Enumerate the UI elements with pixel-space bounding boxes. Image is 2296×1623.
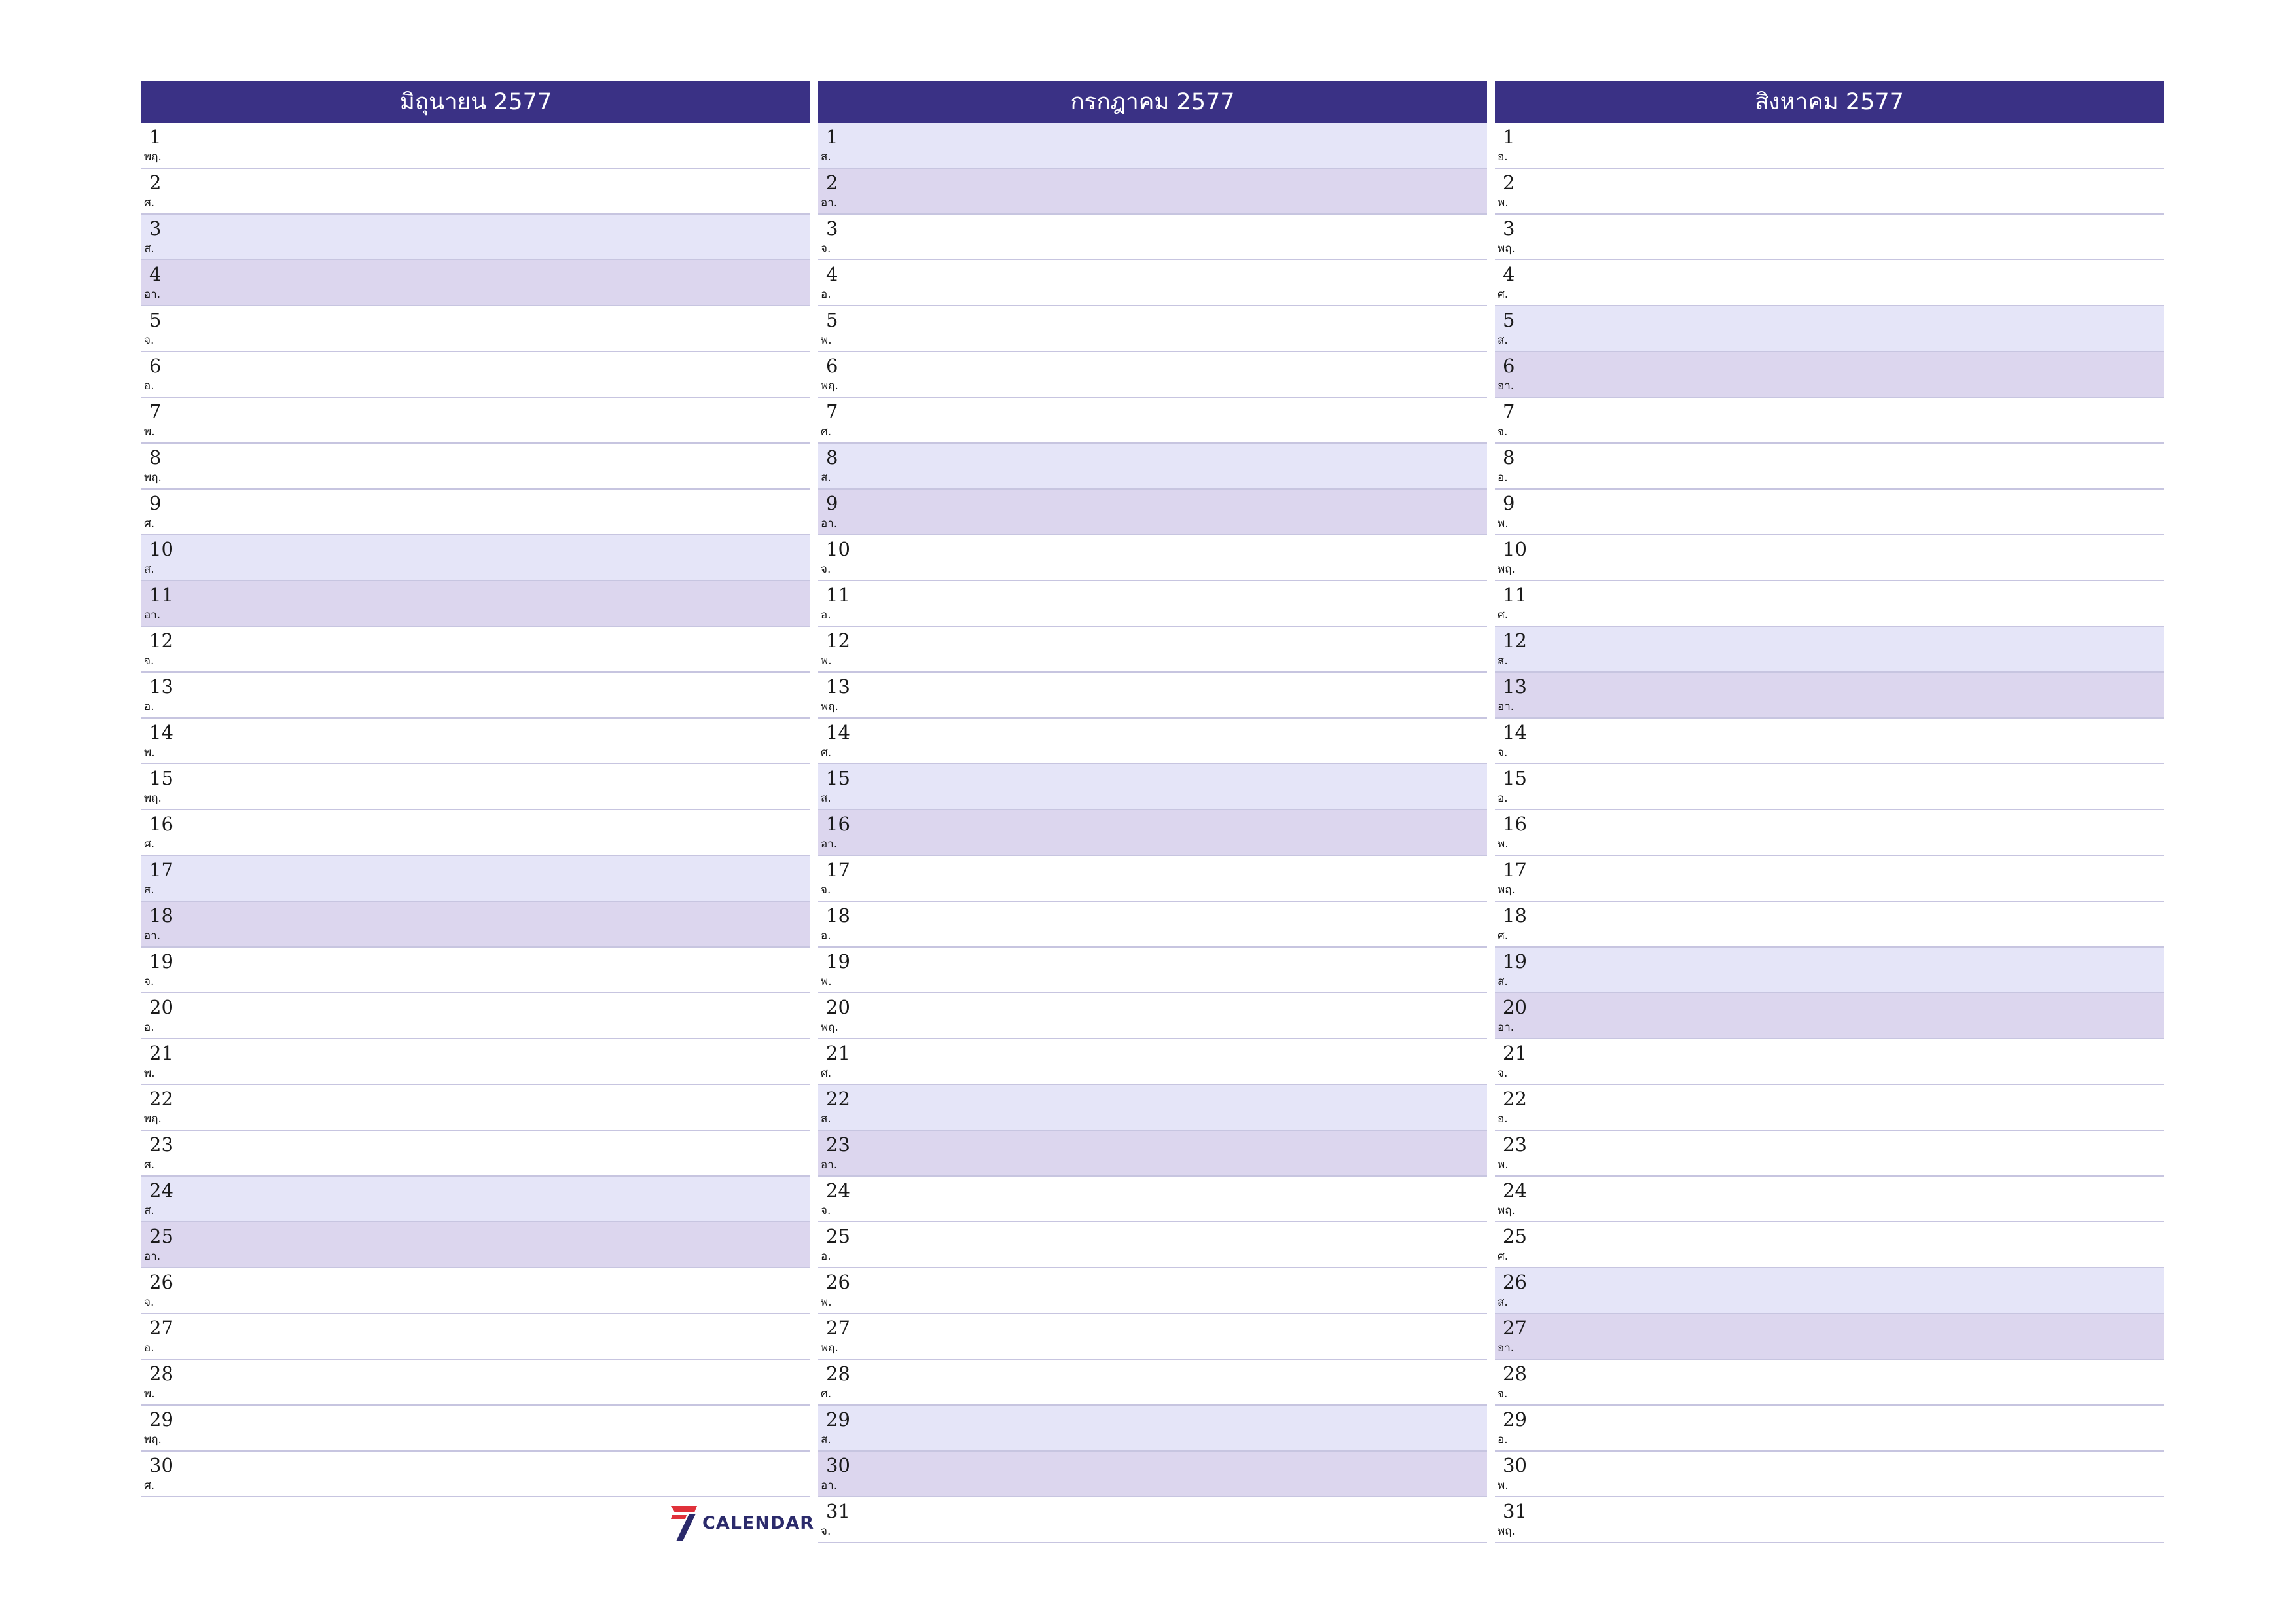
day-row xyxy=(818,1406,1487,1452)
day-of-week: จ. xyxy=(144,654,154,668)
day-list xyxy=(141,123,810,1497)
day-number: 20 xyxy=(1503,996,1527,1018)
day-of-week: พฤ. xyxy=(144,1113,162,1126)
day-of-week: พ. xyxy=(1498,1158,1509,1171)
day-row xyxy=(141,719,810,764)
day-row xyxy=(141,993,810,1039)
day-number: 10 xyxy=(149,538,173,560)
day-row xyxy=(818,1360,1487,1406)
day-of-week: ส. xyxy=(821,1113,831,1126)
day-of-week: อา. xyxy=(821,1158,838,1171)
day-row xyxy=(818,627,1487,673)
day-row xyxy=(141,1268,810,1314)
day-row xyxy=(1495,902,2164,948)
day-number: 9 xyxy=(1503,492,1515,514)
day-list xyxy=(818,123,1487,1543)
day-of-week: จ. xyxy=(821,563,831,576)
day-number: 29 xyxy=(1503,1408,1527,1431)
day-of-week: ส. xyxy=(821,151,831,164)
day-of-week: อา. xyxy=(1498,700,1515,713)
day-number: 15 xyxy=(826,767,850,789)
day-number: 16 xyxy=(826,813,850,835)
day-row xyxy=(818,810,1487,856)
day-of-week: อ. xyxy=(144,1021,154,1034)
day-of-week: จ. xyxy=(821,1525,831,1538)
day-row xyxy=(141,1131,810,1177)
day-of-week: พ. xyxy=(1498,196,1509,209)
seven-logo-icon xyxy=(670,1505,698,1543)
day-of-week: อ. xyxy=(1498,792,1508,805)
day-number: 18 xyxy=(1503,904,1527,927)
day-number: 4 xyxy=(1503,263,1515,285)
day-of-week: อ. xyxy=(1498,471,1508,484)
day-of-week: ส. xyxy=(144,563,154,576)
day-of-week: จ. xyxy=(144,334,154,347)
day-row xyxy=(1495,948,2164,993)
day-row xyxy=(1495,123,2164,169)
day-number: 31 xyxy=(826,1500,850,1522)
day-number: 15 xyxy=(1503,767,1527,789)
day-row xyxy=(818,169,1487,215)
day-row xyxy=(141,1406,810,1452)
day-of-week: ศ. xyxy=(1498,1250,1509,1263)
day-row xyxy=(818,856,1487,902)
day-number: 3 xyxy=(826,217,838,240)
day-row xyxy=(818,1177,1487,1222)
day-row xyxy=(818,215,1487,260)
day-number: 17 xyxy=(149,859,173,881)
day-number: 24 xyxy=(149,1179,173,1202)
day-row xyxy=(818,993,1487,1039)
day-of-week: พ. xyxy=(144,1387,155,1400)
day-of-week: พฤ. xyxy=(821,700,838,713)
day-number: 13 xyxy=(1503,675,1527,698)
day-of-week: จ. xyxy=(1498,1387,1508,1400)
day-row xyxy=(818,1039,1487,1085)
day-number: 11 xyxy=(1503,584,1527,606)
day-of-week: อา. xyxy=(821,196,838,209)
month-title: กรกฎาคม 2577 xyxy=(818,81,1487,123)
day-row xyxy=(1495,764,2164,810)
day-of-week: พฤ. xyxy=(144,1433,162,1446)
day-number: 22 xyxy=(826,1088,850,1110)
day-number: 1 xyxy=(826,126,838,148)
day-row xyxy=(818,352,1487,398)
day-of-week: ส. xyxy=(821,1433,831,1446)
day-row xyxy=(1495,215,2164,260)
day-of-week: จ. xyxy=(144,975,154,988)
day-row xyxy=(1495,1177,2164,1222)
day-row xyxy=(141,169,810,215)
day-number: 27 xyxy=(1503,1317,1527,1339)
day-row xyxy=(141,260,810,306)
day-of-week: ศ. xyxy=(144,838,155,851)
day-number: 3 xyxy=(149,217,162,240)
day-of-week: อ. xyxy=(144,1342,154,1355)
day-row xyxy=(818,1085,1487,1131)
day-number: 18 xyxy=(826,904,850,927)
day-of-week: อา. xyxy=(1498,380,1515,393)
day-of-week: พฤ. xyxy=(821,380,838,393)
day-number: 11 xyxy=(826,584,850,606)
day-of-week: พฤ. xyxy=(144,151,162,164)
day-of-week: อ. xyxy=(144,700,154,713)
day-number: 5 xyxy=(826,309,838,331)
day-row xyxy=(141,1452,810,1497)
day-row xyxy=(818,1497,1487,1543)
day-of-week: อ. xyxy=(144,380,154,393)
day-number: 3 xyxy=(1503,217,1515,240)
day-number: 13 xyxy=(826,675,850,698)
day-of-week: พ. xyxy=(821,975,832,988)
day-of-week: อ. xyxy=(821,1250,831,1263)
day-number: 23 xyxy=(826,1133,850,1156)
day-number: 1 xyxy=(1503,126,1515,148)
day-number: 9 xyxy=(826,492,838,514)
day-of-week: อา. xyxy=(144,609,161,622)
day-of-week: จ. xyxy=(821,1204,831,1217)
day-number: 16 xyxy=(1503,813,1527,835)
day-number: 28 xyxy=(826,1363,850,1385)
day-number: 14 xyxy=(149,721,173,743)
day-number: 23 xyxy=(149,1133,173,1156)
day-row xyxy=(818,1268,1487,1314)
day-row xyxy=(1495,1406,2164,1452)
day-of-week: พ. xyxy=(144,1067,155,1080)
day-row xyxy=(141,535,810,581)
day-number: 19 xyxy=(149,950,173,972)
day-row xyxy=(1495,1314,2164,1360)
brand-logo-text: CALENDAR xyxy=(702,1513,815,1533)
day-number: 24 xyxy=(1503,1179,1527,1202)
day-row xyxy=(1495,444,2164,490)
day-of-week: ส. xyxy=(144,242,154,255)
day-of-week: พฤ. xyxy=(144,471,162,484)
day-row xyxy=(818,764,1487,810)
day-of-week: ศ. xyxy=(821,425,832,438)
day-number: 2 xyxy=(149,171,162,194)
day-number: 22 xyxy=(149,1088,173,1110)
day-of-week: อา. xyxy=(821,838,838,851)
day-of-week: อา. xyxy=(144,1250,161,1263)
day-row xyxy=(818,1131,1487,1177)
day-number: 7 xyxy=(1503,401,1515,423)
day-row xyxy=(141,398,810,444)
day-of-week: จ. xyxy=(1498,746,1508,759)
day-of-week: พ. xyxy=(1498,1479,1509,1492)
day-row xyxy=(141,1177,810,1222)
day-row xyxy=(141,1314,810,1360)
day-of-week: ศ. xyxy=(144,1158,155,1171)
day-row xyxy=(1495,719,2164,764)
day-of-week: ส. xyxy=(144,1204,154,1217)
day-row xyxy=(818,444,1487,490)
day-number: 18 xyxy=(149,904,173,927)
day-row xyxy=(141,1222,810,1268)
day-number: 10 xyxy=(826,538,850,560)
day-row xyxy=(818,490,1487,535)
day-row xyxy=(818,398,1487,444)
day-row xyxy=(141,215,810,260)
day-of-week: ศ. xyxy=(821,1387,832,1400)
day-of-week: จ. xyxy=(821,242,831,255)
month-title: สิงหาคม 2577 xyxy=(1495,81,2164,123)
day-of-week: อ. xyxy=(821,609,831,622)
brand-logo xyxy=(670,1505,815,1543)
day-row xyxy=(818,306,1487,352)
day-of-week: พฤ. xyxy=(1498,1525,1515,1538)
day-of-week: พฤ. xyxy=(1498,883,1515,897)
day-number: 2 xyxy=(826,171,838,194)
day-of-week: ส. xyxy=(1498,975,1508,988)
day-of-week: ศ. xyxy=(1498,609,1509,622)
day-number: 9 xyxy=(149,492,162,514)
day-number: 12 xyxy=(826,630,850,652)
day-number: 6 xyxy=(826,355,838,377)
day-of-week: ศ. xyxy=(821,746,832,759)
day-of-week: ศ. xyxy=(821,1067,832,1080)
day-row xyxy=(818,719,1487,764)
day-row xyxy=(1495,260,2164,306)
day-number: 27 xyxy=(826,1317,850,1339)
day-of-week: ศ. xyxy=(1498,288,1509,301)
day-of-week: ส. xyxy=(1498,1296,1508,1309)
day-of-week: อ. xyxy=(1498,1433,1508,1446)
day-of-week: อา. xyxy=(821,517,838,530)
day-row xyxy=(1495,169,2164,215)
day-row xyxy=(818,948,1487,993)
day-row xyxy=(818,673,1487,719)
day-row xyxy=(141,490,810,535)
day-number: 28 xyxy=(1503,1363,1527,1385)
day-number: 12 xyxy=(1503,630,1527,652)
day-row xyxy=(818,902,1487,948)
day-of-week: พ. xyxy=(821,654,832,668)
day-row xyxy=(1495,1268,2164,1314)
day-number: 17 xyxy=(1503,859,1527,881)
day-row xyxy=(1495,1360,2164,1406)
day-of-week: พฤ. xyxy=(821,1342,838,1355)
day-number: 21 xyxy=(149,1042,173,1064)
day-of-week: พ. xyxy=(1498,517,1509,530)
day-of-week: จ. xyxy=(1498,425,1508,438)
day-of-week: ส. xyxy=(1498,334,1508,347)
month-july xyxy=(818,81,1487,1543)
day-row xyxy=(818,535,1487,581)
day-row xyxy=(1495,352,2164,398)
day-row xyxy=(141,1039,810,1085)
month-title: มิถุนายน 2577 xyxy=(141,81,810,123)
day-of-week: อา. xyxy=(144,929,161,942)
day-of-week: จ. xyxy=(1498,1067,1508,1080)
day-of-week: พ. xyxy=(1498,838,1509,851)
day-number: 22 xyxy=(1503,1088,1527,1110)
day-number: 21 xyxy=(1503,1042,1527,1064)
day-row xyxy=(141,627,810,673)
day-number: 31 xyxy=(1503,1500,1527,1522)
day-of-week: ศ. xyxy=(144,1479,155,1492)
day-number: 2 xyxy=(1503,171,1515,194)
day-number: 5 xyxy=(149,309,162,331)
day-of-week: อ. xyxy=(1498,1113,1508,1126)
day-number: 19 xyxy=(1503,950,1527,972)
day-row xyxy=(141,810,810,856)
day-row xyxy=(1495,1222,2164,1268)
day-number: 25 xyxy=(149,1225,173,1247)
day-row xyxy=(141,352,810,398)
day-of-week: ส. xyxy=(144,883,154,897)
day-row xyxy=(1495,1497,2164,1543)
calendar-page xyxy=(141,81,2164,1547)
day-row xyxy=(1495,810,2164,856)
day-number: 20 xyxy=(826,996,850,1018)
day-of-week: อา. xyxy=(821,1479,838,1492)
day-number: 30 xyxy=(826,1454,850,1476)
day-number: 8 xyxy=(1503,446,1515,469)
day-row xyxy=(818,1222,1487,1268)
day-row xyxy=(141,902,810,948)
day-row xyxy=(141,948,810,993)
day-of-week: พฤ. xyxy=(1498,242,1515,255)
month-august xyxy=(1495,81,2164,1543)
day-of-week: อา. xyxy=(1498,1342,1515,1355)
month-june xyxy=(141,81,810,1497)
day-of-week: อ. xyxy=(821,929,831,942)
day-number: 7 xyxy=(149,401,162,423)
day-number: 20 xyxy=(149,996,173,1018)
day-row xyxy=(141,581,810,627)
day-row xyxy=(818,123,1487,169)
day-of-week: จ. xyxy=(821,883,831,897)
day-of-week: พฤ. xyxy=(144,792,162,805)
day-row xyxy=(141,306,810,352)
day-number: 29 xyxy=(149,1408,173,1431)
day-row xyxy=(141,123,810,169)
day-row xyxy=(1495,673,2164,719)
day-row xyxy=(141,444,810,490)
day-row xyxy=(1495,306,2164,352)
day-row xyxy=(1495,1039,2164,1085)
day-row xyxy=(1495,1085,2164,1131)
day-of-week: ศ. xyxy=(144,517,155,530)
day-number: 15 xyxy=(149,767,173,789)
day-row xyxy=(1495,581,2164,627)
day-number: 4 xyxy=(826,263,838,285)
day-row xyxy=(1495,398,2164,444)
day-row xyxy=(1495,1452,2164,1497)
day-number: 25 xyxy=(826,1225,850,1247)
day-of-week: ศ. xyxy=(1498,929,1509,942)
day-row xyxy=(141,856,810,902)
day-number: 30 xyxy=(1503,1454,1527,1476)
day-list xyxy=(1495,123,2164,1543)
day-row xyxy=(1495,535,2164,581)
day-number: 30 xyxy=(149,1454,173,1476)
day-number: 5 xyxy=(1503,309,1515,331)
day-number: 7 xyxy=(826,401,838,423)
day-number: 6 xyxy=(149,355,162,377)
day-of-week: อา. xyxy=(144,288,161,301)
day-number: 8 xyxy=(826,446,838,469)
day-row xyxy=(818,260,1487,306)
day-number: 19 xyxy=(826,950,850,972)
day-of-week: อ. xyxy=(821,288,831,301)
day-number: 23 xyxy=(1503,1133,1527,1156)
day-number: 29 xyxy=(826,1408,850,1431)
day-number: 6 xyxy=(1503,355,1515,377)
day-row xyxy=(1495,993,2164,1039)
day-of-week: พฤ. xyxy=(1498,1204,1515,1217)
day-row xyxy=(1495,1131,2164,1177)
day-row xyxy=(1495,627,2164,673)
day-of-week: ศ. xyxy=(144,196,155,209)
day-number: 28 xyxy=(149,1363,173,1385)
day-number: 24 xyxy=(826,1179,850,1202)
day-of-week: จ. xyxy=(144,1296,154,1309)
day-number: 14 xyxy=(1503,721,1527,743)
day-of-week: อา. xyxy=(1498,1021,1515,1034)
day-of-week: พ. xyxy=(144,425,155,438)
day-number: 12 xyxy=(149,630,173,652)
day-of-week: พฤ. xyxy=(1498,563,1515,576)
day-number: 14 xyxy=(826,721,850,743)
day-number: 10 xyxy=(1503,538,1527,560)
day-row xyxy=(141,1085,810,1131)
day-number: 27 xyxy=(149,1317,173,1339)
day-number: 4 xyxy=(149,263,162,285)
day-of-week: ส. xyxy=(1498,654,1508,668)
day-number: 8 xyxy=(149,446,162,469)
day-number: 26 xyxy=(1503,1271,1527,1293)
day-row xyxy=(141,1360,810,1406)
day-row xyxy=(818,1452,1487,1497)
day-row xyxy=(141,673,810,719)
day-number: 21 xyxy=(826,1042,850,1064)
day-number: 26 xyxy=(149,1271,173,1293)
day-of-week: พ. xyxy=(821,1296,832,1309)
day-of-week: พ. xyxy=(144,746,155,759)
day-row xyxy=(141,764,810,810)
day-of-week: ส. xyxy=(821,792,831,805)
day-of-week: พ. xyxy=(821,334,832,347)
day-row xyxy=(1495,856,2164,902)
day-number: 17 xyxy=(826,859,850,881)
day-number: 13 xyxy=(149,675,173,698)
day-row xyxy=(1495,490,2164,535)
day-number: 25 xyxy=(1503,1225,1527,1247)
day-number: 26 xyxy=(826,1271,850,1293)
day-of-week: ส. xyxy=(821,471,831,484)
day-number: 1 xyxy=(149,126,162,148)
day-of-week: พฤ. xyxy=(821,1021,838,1034)
day-row xyxy=(818,1314,1487,1360)
day-number: 11 xyxy=(149,584,173,606)
day-row xyxy=(818,581,1487,627)
day-number: 16 xyxy=(149,813,173,835)
day-of-week: อ. xyxy=(1498,151,1508,164)
